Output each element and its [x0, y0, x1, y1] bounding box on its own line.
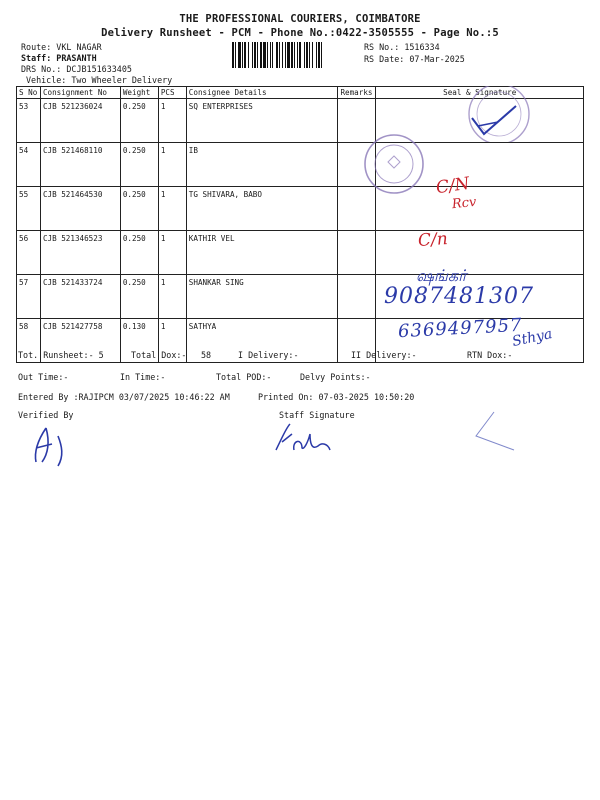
barcode-image — [232, 42, 350, 68]
staff-field: Staff: PRASANTH — [21, 53, 97, 63]
staff-signature-label: Staff Signature — [279, 410, 355, 420]
cell-consignee: SHANKAR SING — [186, 275, 338, 319]
rtn-dox-label: RTN Dox:- — [467, 350, 513, 360]
cell-weight: 0.250 — [120, 187, 158, 231]
tick-mark-signature — [468, 104, 520, 138]
cell-sno: 58 — [17, 319, 41, 363]
cell-sno: 55 — [17, 187, 41, 231]
cell-sno: 54 — [17, 143, 41, 187]
verified-signature — [28, 422, 78, 468]
entered-by: Entered By :RAJIPCM 03/07/2025 10:46:22 AM — [18, 392, 230, 402]
col-seal-header: Seal & Signature — [376, 87, 584, 99]
company-title: THE PROFESSIONAL COURIERS, COIMBATORE — [179, 13, 421, 25]
corner-pen-mark — [468, 408, 518, 458]
cell-weight: 0.130 — [120, 319, 158, 363]
cell-consignment: CJB 521427758 — [40, 319, 120, 363]
cell-pcs: 1 — [158, 143, 186, 187]
row55-rcv-mark: Rcv — [451, 194, 478, 213]
cell-consignee: SATHYA — [186, 319, 338, 363]
cell-consignment: CJB 521468110 — [40, 143, 120, 187]
cell-sno: 56 — [17, 231, 41, 275]
cell-consignee: SQ ENTERPRISES — [186, 99, 338, 143]
cell-consignee: KATHIR VEL — [186, 231, 338, 275]
row57-phone-handwriting: 9087481307 — [384, 284, 534, 309]
table-row — [17, 187, 584, 231]
row55-cn-mark: C/N — [434, 173, 471, 199]
rs-date: RS Date: 07-Mar-2025 — [364, 54, 465, 64]
cell-consignee: IB — [186, 143, 338, 187]
cell-pcs: 1 — [158, 99, 186, 143]
cell-consignment: CJB 521433724 — [40, 275, 120, 319]
row57-name-handwriting: ஷங்கர் — [416, 266, 467, 285]
col-pcs-header: PCS — [158, 87, 186, 99]
drs-number: DRS No.: DCJB151633405 — [21, 64, 132, 74]
total-dox-value: 58 — [201, 350, 212, 360]
bank-seal-stamp — [362, 132, 426, 196]
col-remarks-header: Remarks — [338, 87, 376, 99]
cell-consignment: CJB 521464530 — [40, 187, 120, 231]
rs-number: RS No.: 1516334 — [364, 42, 440, 52]
cell-pcs: 1 — [158, 187, 186, 231]
total-dox-label: Total Dox:- — [131, 350, 187, 360]
col-weight-header: Weight — [120, 87, 158, 99]
ii-delivery-label: II Delivery:- — [351, 350, 417, 360]
cell-sno: 53 — [17, 99, 41, 143]
row56-cn-mark: C/n — [417, 228, 449, 252]
table-row — [17, 231, 584, 275]
col-sno-header: S No — [17, 87, 41, 99]
cell-pcs: 1 — [158, 231, 186, 275]
cell-weight: 0.250 — [120, 275, 158, 319]
cell-remarks — [338, 231, 376, 275]
total-pod-label: Total POD:- — [216, 372, 272, 382]
delvy-points-label: Delvy Points:- — [300, 372, 371, 382]
cell-remarks — [338, 275, 376, 319]
total-runsheet: Tot. Runsheet:- 5 — [18, 350, 104, 360]
col-consignment-header: Consignment No — [40, 87, 120, 99]
runsheet-subtitle: Delivery Runsheet - PCM - Phone No.:0422-3505555 - Page No.:5 — [101, 27, 499, 39]
route-field: Route: VKL NAGAR — [21, 42, 102, 52]
vehicle-field: Vehicle: Two Wheeler Delivery — [26, 75, 173, 85]
cell-consignment: CJB 521346523 — [40, 231, 120, 275]
staff-signature — [272, 420, 336, 456]
cell-consignment: CJB 521236024 — [40, 99, 120, 143]
printed-on: Printed On: 07-03-2025 10:50:20 — [258, 392, 415, 402]
verified-by-label: Verified By — [18, 410, 74, 420]
row58-phone-handwriting: 6369497957 — [397, 314, 523, 343]
table-row — [17, 143, 584, 187]
cell-consignee: TG SHIVARA, BABO — [186, 187, 338, 231]
col-consignee-header: Consignee Details — [186, 87, 338, 99]
in-time-label: In Time:- — [120, 372, 166, 382]
out-time-label: Out Time:- — [18, 372, 69, 382]
cell-seal — [376, 228, 584, 275]
cell-pcs: 1 — [158, 275, 186, 319]
i-delivery-label: I Delivery:- — [238, 350, 299, 360]
cell-weight: 0.250 — [120, 99, 158, 143]
cell-weight: 0.250 — [120, 231, 158, 275]
cell-sno: 57 — [17, 275, 41, 319]
row58-signature: Sthya — [510, 325, 554, 351]
cell-pcs: 1 — [158, 319, 186, 363]
cell-weight: 0.250 — [120, 143, 158, 187]
